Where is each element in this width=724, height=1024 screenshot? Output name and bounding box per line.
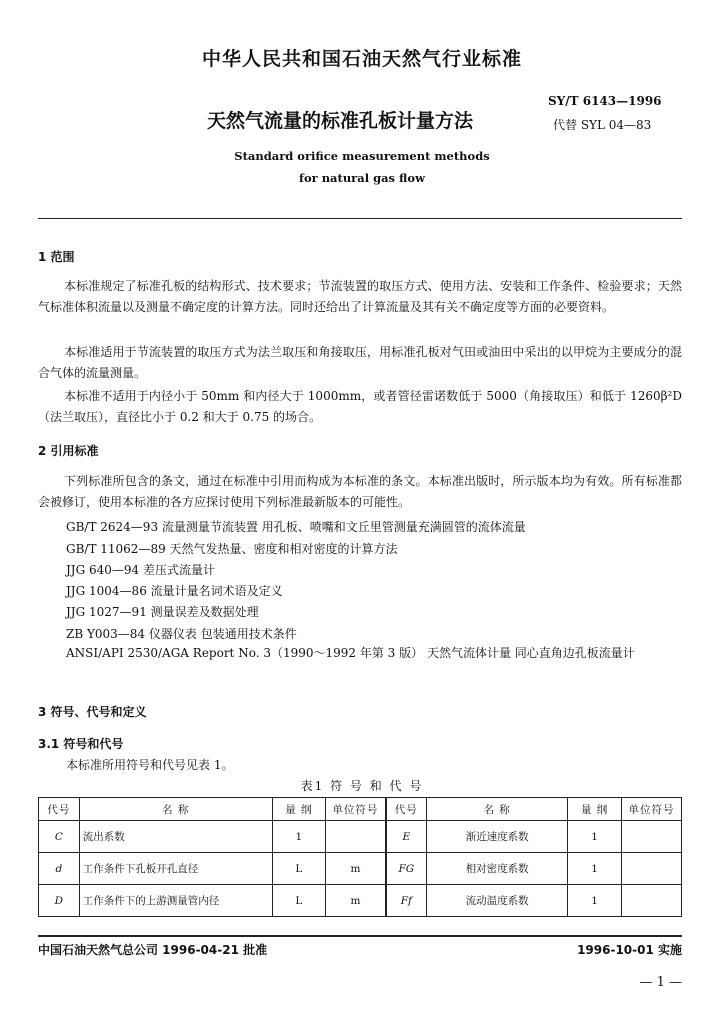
- column-header: 量 纲: [272, 798, 326, 821]
- org-title: 中华人民共和国石油天然气行业标准: [201, 48, 522, 70]
- section-1-paragraph-1: 本标准规定了标准孔板的结构形式、技术要求；节流装置的取压方式、使用方法、安装和工作条件、检验要求；天然气标准体积流量以及测量不确定度的计算方法。同时还给出了计算流量及其有关不确定度等方面的必要资料。: [38, 279, 682, 314]
- reference-item: GB/T 11062—89 天然气发热量、密度和相对密度的计算方法: [66, 542, 398, 556]
- unit-cell: [621, 853, 681, 885]
- section-1-paragraph-2: 本标准适用于节流装置的取压方式为法兰取压和角接取压，用标准孔板对气田或油田中采出的以甲烷为主要成分的混合气体的流量测量。: [38, 345, 682, 380]
- header-divider: [38, 218, 682, 219]
- name-cell: 流出系数: [79, 821, 272, 853]
- symbol-cell: FG: [386, 853, 427, 885]
- page-number: — 1 —: [639, 975, 682, 990]
- reference-item: JJG 1027—91 测量误差及数据处理: [66, 605, 259, 619]
- section-3-heading: 3 符号、代号和定义: [38, 705, 147, 719]
- section-1-heading: 1 范围: [38, 250, 75, 264]
- reference-item: JJG 640—94 差压式流量计: [66, 563, 216, 577]
- section-1-paragraph-3: 本标准不适用于内径小于 50mm 和内径大于 1000mm，或者管径雷诺数低于 5000（角接取压）和低于 1260β²D（法兰取压），直径比小于 0.2 和大于 0.75 的场合。: [38, 389, 682, 424]
- table-caption: 表1 符 号 和 代 号: [300, 779, 424, 793]
- name-cell: 相对密度系数: [426, 853, 567, 885]
- dimension-cell: 1: [568, 885, 622, 917]
- unit-cell: m: [326, 885, 386, 917]
- column-header: 代号: [39, 798, 80, 821]
- english-title-line-1: Standard orifice measurement methods: [234, 149, 490, 163]
- symbol-cell: D: [39, 885, 80, 917]
- column-header: 代号: [386, 798, 427, 821]
- reference-item: ZB Y003—84 仪器仪表 包装通用技术条件: [66, 627, 297, 641]
- subsection-3-1-text: 本标准所用符号和代号见表 1。: [66, 758, 234, 772]
- name-cell: 流动温度系数: [426, 885, 567, 917]
- column-header: 名 称: [79, 798, 272, 821]
- approval-note: 中国石油天然气总公司 1996-04-21 批准: [38, 943, 268, 957]
- symbols-table: [38, 797, 682, 917]
- document-title: 天然气流量的标准孔板计量方法: [207, 110, 474, 132]
- unit-cell: [621, 821, 681, 853]
- table-row: [39, 853, 682, 885]
- table-row: [39, 821, 682, 853]
- dimension-cell: L: [272, 853, 326, 885]
- symbol-cell: Ff: [386, 885, 427, 917]
- english-title-line-2: for natural gas flow: [299, 171, 425, 185]
- name-cell: 工作条件下的上游测量管内径: [79, 885, 272, 917]
- table-row: [39, 885, 682, 917]
- replaces-standard: 代替 SYL 04—83: [553, 118, 652, 132]
- unit-cell: m: [326, 853, 386, 885]
- reference-item: JJG 1004—86 流量计量名词术语及定义: [66, 584, 283, 598]
- name-cell: 工作条件下孔板开孔直径: [79, 853, 272, 885]
- name-cell: 渐近速度系数: [426, 821, 567, 853]
- column-header: 量 纲: [568, 798, 622, 821]
- unit-cell: [326, 821, 386, 853]
- table-header-row: [39, 798, 682, 821]
- section-2-heading: 2 引用标准: [38, 444, 99, 458]
- symbol-cell: d: [39, 853, 80, 885]
- column-header: 单位符号: [621, 798, 681, 821]
- reference-item: GB/T 2624—93 流量测量节流装置 用孔板、喷嘴和文丘里管测量充满圆管的流体流量: [66, 520, 526, 534]
- dimension-cell: L: [272, 885, 326, 917]
- symbol-cell: E: [386, 821, 427, 853]
- reference-item-ansi: ANSI/API 2530/AGA Report No. 3（1990～1992 年第 3 版） 天然气流体计量 同心直角边孔板流量计: [66, 646, 635, 660]
- column-header: 单位符号: [326, 798, 386, 821]
- dimension-cell: 1: [568, 821, 622, 853]
- unit-cell: [621, 885, 681, 917]
- footer-divider: [38, 935, 682, 937]
- column-header: 名 称: [426, 798, 567, 821]
- subsection-3-1-heading: 3.1 符号和代号: [38, 737, 124, 751]
- standard-number: SY/T 6143—1996: [548, 94, 662, 108]
- section-2-intro: 下列标准所包含的条文，通过在标准中引用而构成为本标准的条文。本标准出版时，所示版本均为有效。所有标准都会被修订，使用本标准的各方应探讨使用下列标准最新版本的可能性。: [38, 474, 682, 509]
- symbol-cell: C: [39, 821, 80, 853]
- effective-date: 1996-10-01 实施: [577, 943, 682, 957]
- dimension-cell: 1: [272, 821, 326, 853]
- dimension-cell: 1: [568, 853, 622, 885]
